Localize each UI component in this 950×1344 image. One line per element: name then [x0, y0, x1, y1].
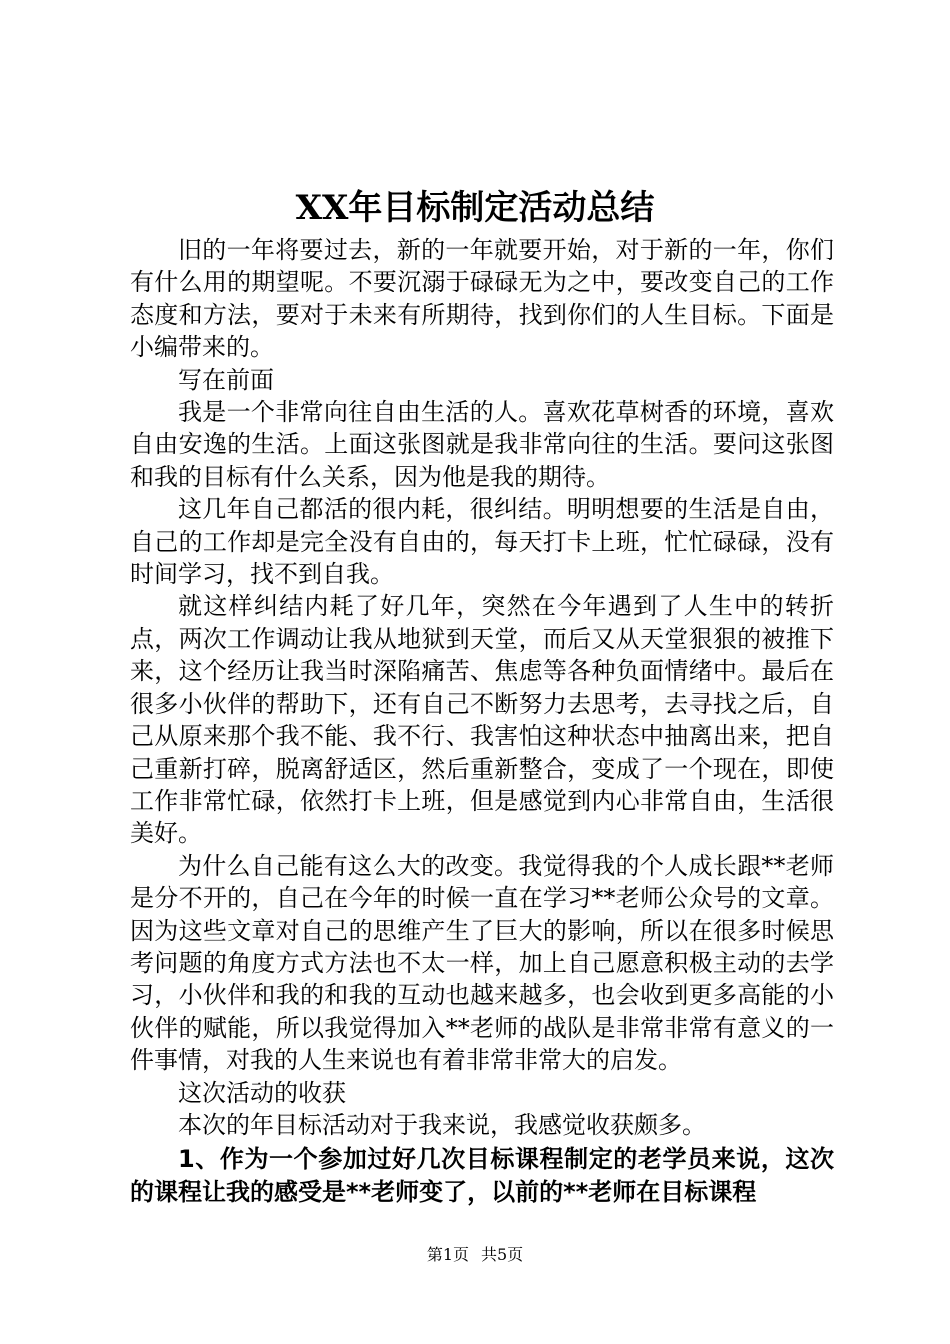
body-paragraph: 这几年自己都活的很内耗，很纠结。明明想要的生活是自由，自己的工作却是完全没有自由的，每天打卡上班，忙忙碌碌，没有时间学习，找不到自我。 [130, 495, 834, 589]
body-paragraph: 为什么自己能有这么大的改变。我觉得我的个人成长跟**老师是分不开的，自己在今年的时候一直在学习**老师公众号的文章。因为这些文章对自己的思维产生了巨大的影响，所以在很多时候思考问题的角度方式方法也不太一样，加上自己愿意积极主动的去学习，小伙伴和我的和我的互动也越来越多，也会收到更多高能的小伙伴的赋能，所以我觉得加入**老师的战队是非常非常有意义的一件事情，对我的人生来说也有着非常非常大的启发。 [130, 851, 834, 1075]
document-title: XX年目标制定活动总结 [295, 188, 655, 228]
page-total: 共5页 [481, 1245, 524, 1264]
body-paragraph: 本次的年目标活动对于我来说，我感觉收获颇多。 [178, 1110, 706, 1139]
intro-paragraph: 旧的一年将要过去，新的一年就要开始，对于新的一年，你们有什么用的期望呢。不要沉溺于碌碌无为之中，要改变自己的工作态度和方法，要对于未来有所期待，找到你们的人生目标。下面是小编带来的。 [130, 236, 834, 362]
page-footer [0, 1244, 950, 1266]
numbered-paragraph: 1、作为一个参加过好几次目标课程制定的老学员来说，这次的课程让我的感受是**老师变了，以前的**老师在目标课程 [130, 1145, 834, 1206]
section-heading-preface: 写在前面 [178, 365, 274, 394]
body-paragraph: 就这样纠结内耗了好几年，突然在今年遇到了人生中的转折点，两次工作调动让我从地狱到天堂，而后又从天堂狠狠的被推下来，这个经历让我当时深陷痛苦、焦虑等各种负面情绪中。最后在很多小伙伴的帮助下，还有自己不断努力去思考，去寻找之后，自己从原来那个我不能、我不行、我害怕这种状态中抽离出来，把自己重新打碎，脱离舒适区，然后重新整合，变成了一个现在，即使工作非常忙碌，依然打卡上班，但是感觉到内心非常自由，生活很美好。 [130, 592, 834, 848]
document-body [130, 234, 834, 1208]
body-paragraph: 我是一个非常向往自由生活的人。喜欢花草树香的环境，喜欢自由安逸的生活。上面这张图就是我非常向往的生活。要问这张图和我的目标有什么关系，因为他是我的期待。 [130, 398, 834, 491]
page-number: 第1页 [426, 1245, 469, 1264]
section-heading-gains: 这次活动的收获 [178, 1078, 346, 1107]
